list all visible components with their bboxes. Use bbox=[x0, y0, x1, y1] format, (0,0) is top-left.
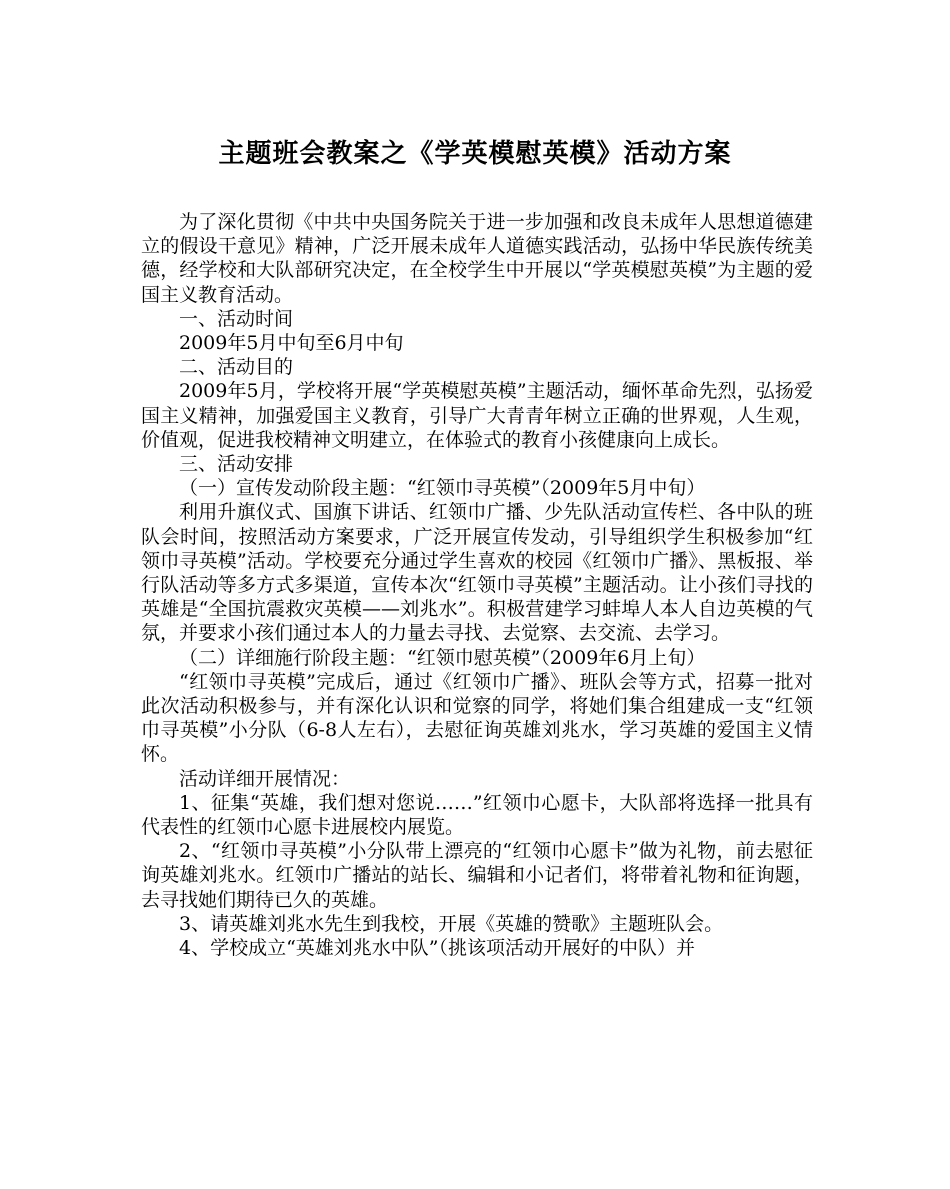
document-body bbox=[141, 210, 813, 960]
paragraph-activity-purpose: 2009年5月，学校将开展“学英模慰英模”主题活动，缅怀革命先烈，弘扬爱国主义精神，加强爱国主义教育，引导广大青青年树立正确的世界观，人生观，价值观，促进我校精神文明建立，在体验式的教育小孩健康向上成长。 bbox=[141, 380, 813, 451]
paragraph-activity-time: 2009年5月中旬至6月中旬 bbox=[179, 332, 404, 355]
heading-activity-time: 一、活动时间 bbox=[179, 307, 294, 330]
heading-activity-details: 活动详细开展情况： bbox=[179, 767, 351, 790]
heading-activity-arrangement: 三、活动安排 bbox=[179, 453, 294, 476]
subheading-phase-one: （一）宣传发动阶段主题：“红领巾寻英模”（2009年5月中旬） bbox=[179, 477, 706, 500]
paragraph-phase-two: “红领巾寻英模”完成后，通过《红领巾广播》、班队会等方式，招募一批对此次活动积极参与，并有深化认识和觉察的同学，将她们集合组建成一支“红领巾寻英模”小分队（6-8人左右），去慰征询英雄刘兆水，学习英雄的爱国主义情怀。 bbox=[141, 670, 813, 766]
subheading-phase-two: （二）详细施行阶段主题：“红领巾慰英模”（2009年6月上旬） bbox=[179, 646, 706, 669]
paragraph-phase-one: 利用升旗仪式、国旗下讲话、红领巾广播、少先队活动宣传栏、各中队的班队会时间，按照活动方案要求，广泛开展宣传发动，引导组织学生积极参加“红领巾寻英模”活动。学校要充分通过学生喜欢的校园《红领巾广播》、黑板报、举行队活动等多方式多渠道，宣传本次“红领巾寻英模”主题活动。让小孩们寻找的英雄是“全国抗震救灾英模——刘兆水”。积极营建学习蚌埠人本人自边英模的气氛，并要求小孩们通过本人的力量去寻找、去觉察、去交流、去学习。 bbox=[141, 501, 813, 645]
heading-activity-purpose: 二、活动目的 bbox=[179, 356, 294, 379]
list-item-3: 3、请英雄刘兆水先生到我校，开展《英雄的赞歌》主题班队会。 bbox=[179, 912, 724, 935]
paragraph-intro: 为了深化贯彻《中共中央国务院关于进一步加强和改良未成年人思想道德建立的假设干意见》精神，广泛开展未成年人道德实践活动，弘扬中华民族传统美德，经学校和大队部研究决定，在全校学生中开展以“学英模慰英模”为主题的爱国主义教育活动。 bbox=[141, 211, 813, 306]
list-item-1: 1、征集“英雄，我们想对您说……”红领巾心愿卡，大队部将选择一批具有代表性的红领巾心愿卡进展校内展览。 bbox=[141, 791, 813, 839]
list-item-4: 4、学校成立“英雄刘兆水中队”（挑该项活动开展好的中队）并 bbox=[179, 937, 696, 960]
document-title: 主题班会教案之《学英模慰英模》活动方案 bbox=[218, 139, 732, 169]
list-item-2: 2、“红领巾寻英模”小分队带上漂亮的“红领巾心愿卡”做为礼物，前去慰征询英雄刘兆水。红领巾广播站的站长、编辑和小记者们，将带着礼物和征询题，去寻找她们期待已久的英雄。 bbox=[141, 840, 813, 911]
